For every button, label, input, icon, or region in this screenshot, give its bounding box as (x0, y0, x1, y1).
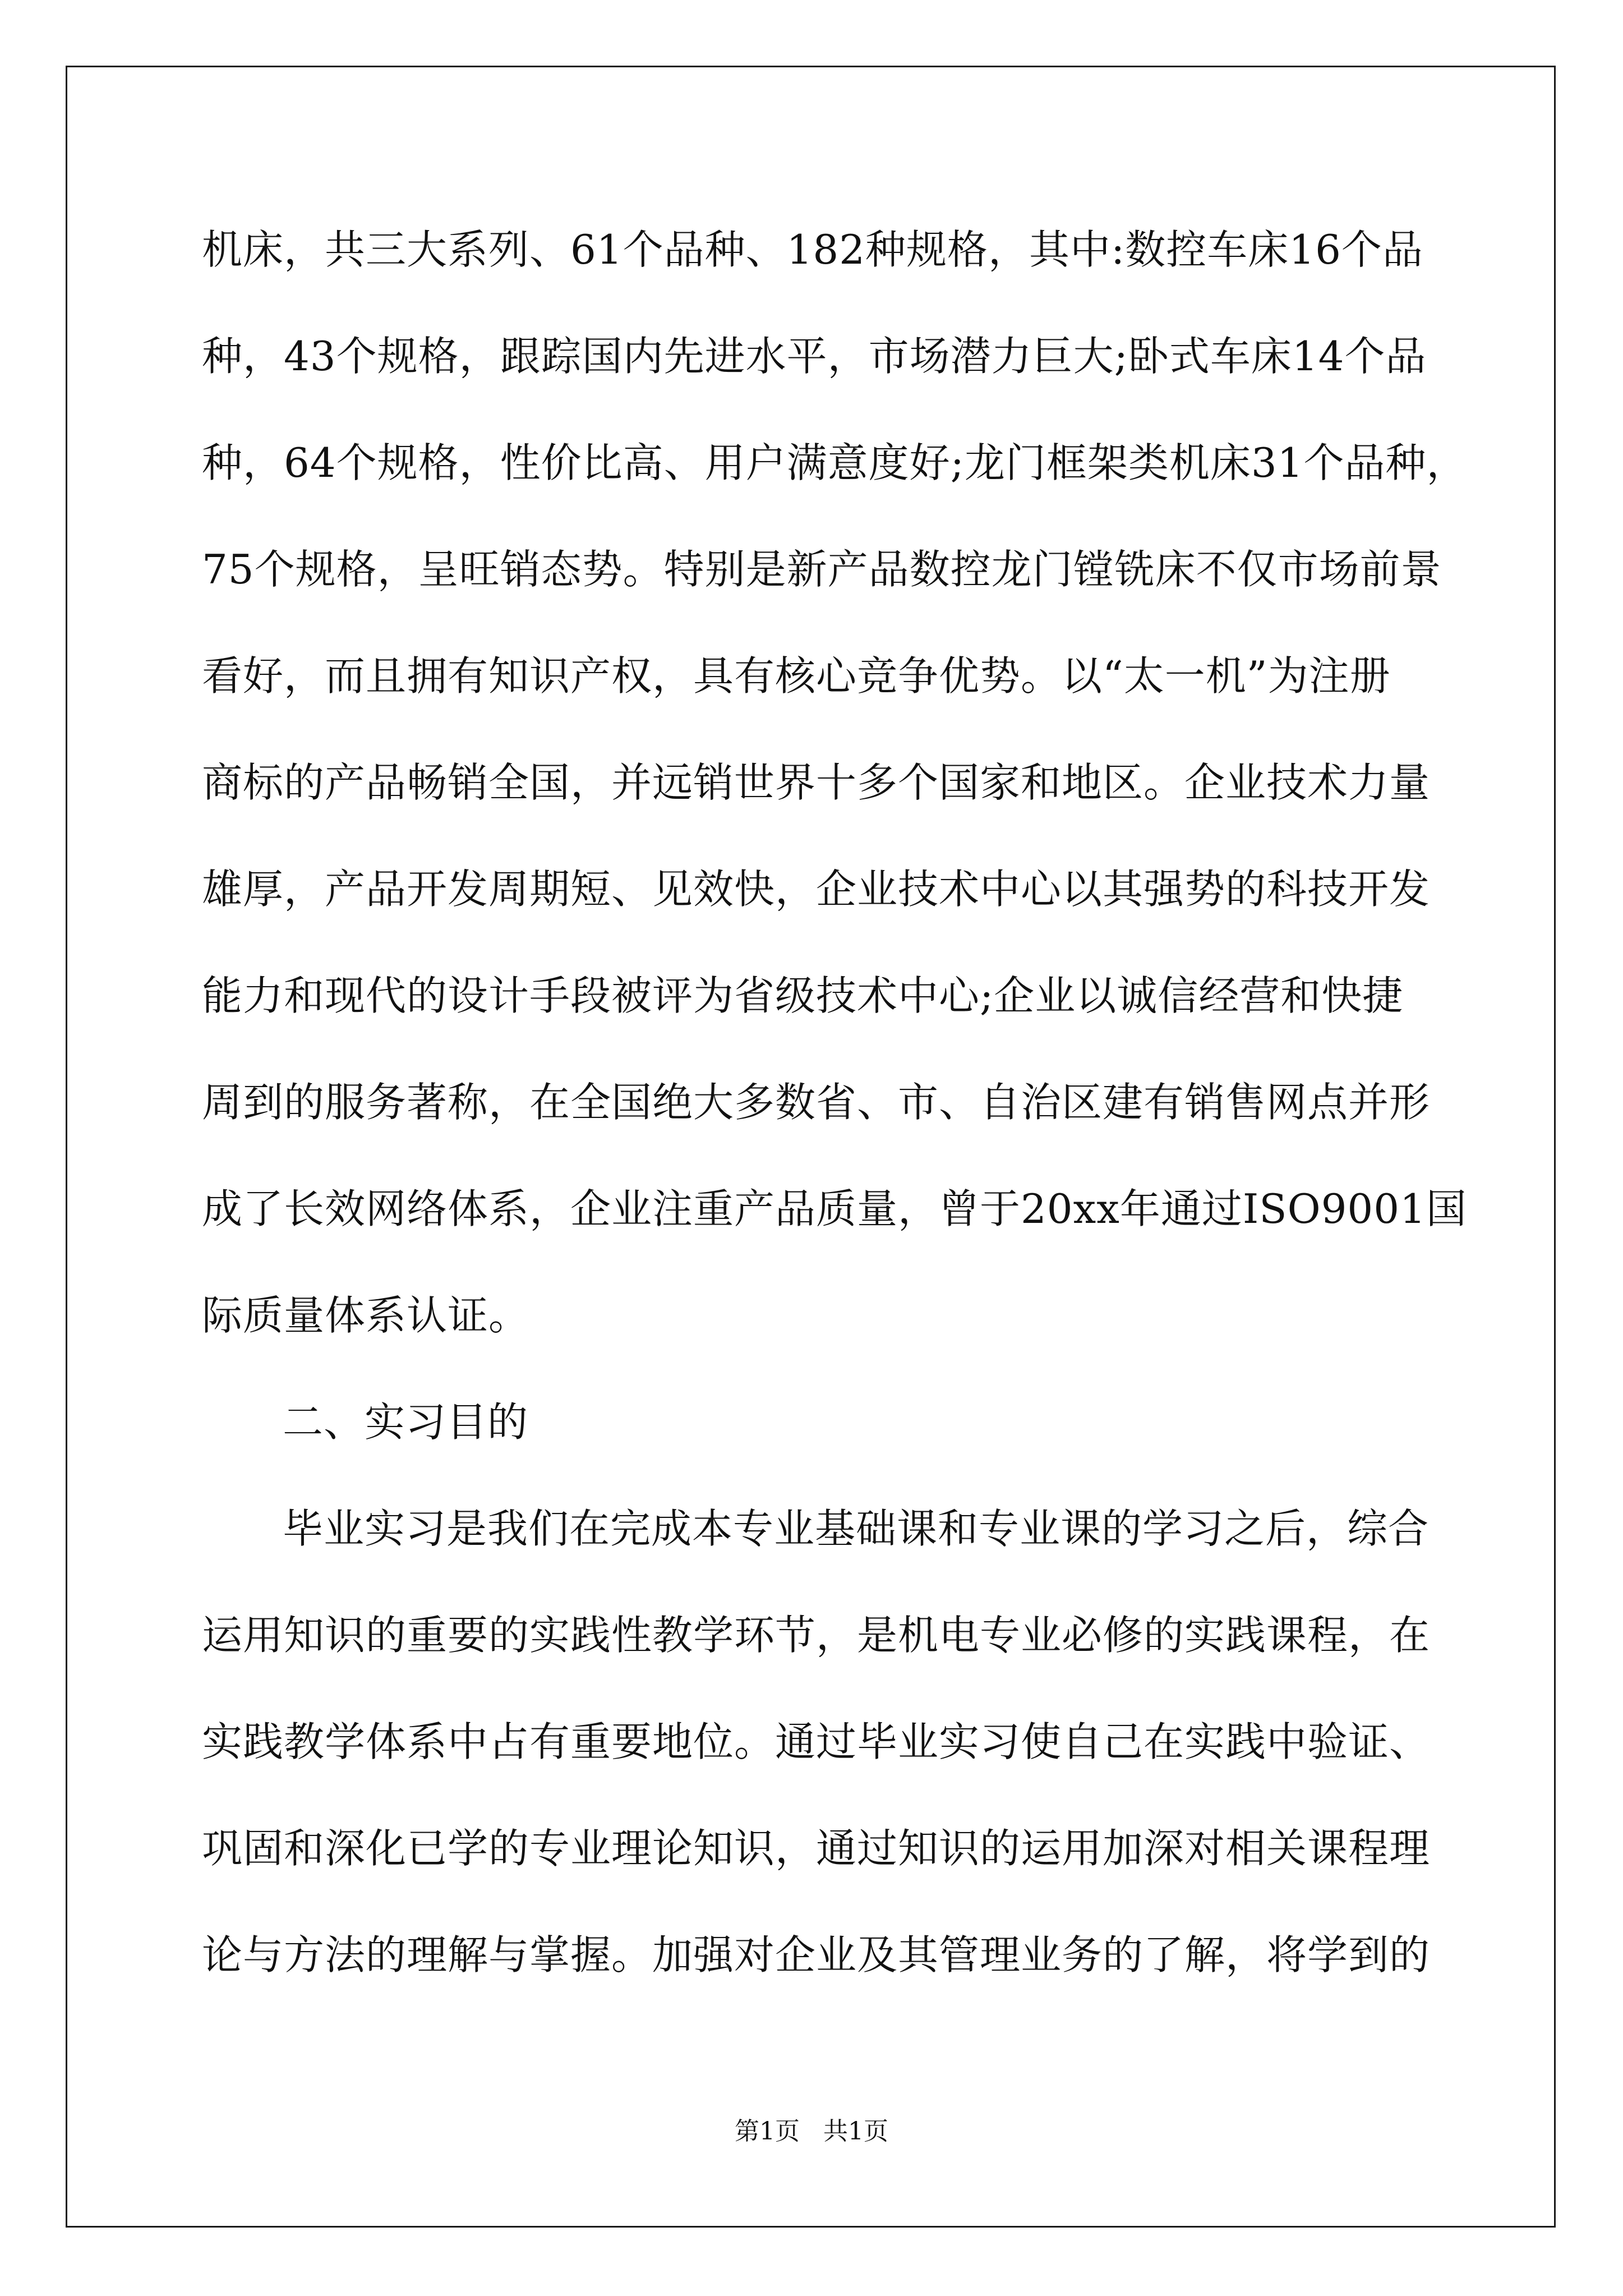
body-line: 商标的产品畅销全国，并远销世界十多个国家和地区。企业技术力量 (202, 759, 1431, 806)
paragraph-first-line: 毕业实习是我们在完成本专业基础课和专业课的学习之后，综合 (283, 1505, 1430, 1552)
body-line: 种，43个规格，跟踪国内先进水平，市场潜力巨大;卧式车床14个品 (202, 333, 1427, 380)
body-line: 能力和现代的设计手段被评为省级技术中心;企业以诚信经营和快捷 (202, 972, 1404, 1019)
document-body (202, 216, 1468, 2028)
body-line: 运用知识的重要的实践性教学环节，是机电专业必修的实践课程，在 (202, 1612, 1431, 1659)
body-line: 成了长效网络体系，企业注重产品质量，曾于20xx年通过ISO9001国 (202, 1185, 1467, 1232)
body-line: 75个规格，呈旺销态势。特别是新产品数控龙门镗铣床不仅市场前景 (202, 546, 1442, 593)
body-line: 看好，而且拥有知识产权，具有核心竞争优势。以“太一机”为注册 (202, 652, 1391, 700)
body-line: 巩固和深化已学的专业理论知识，通过知识的运用加深对相关课程理 (202, 1825, 1431, 1872)
section-heading: 二、实习目的 (283, 1398, 529, 1446)
body-line: 雄厚，产品开发周期短、见效快，企业技术中心以其强势的科技开发 (202, 866, 1431, 913)
page-footer: 第1页 共1页 (735, 2117, 888, 2146)
body-line: 际质量体系认证。 (202, 1292, 530, 1339)
body-line: 周到的服务著称，在全国绝大多数省、市、自治区建有销售网点并形 (202, 1079, 1431, 1126)
body-line: 机床，共三大系列、61个品种、182种规格，其中:数控车床16个品 (202, 226, 1423, 273)
body-line: 种，64个规格，性价比高、用户满意度好;龙门框架类机床31个品种， (202, 439, 1468, 486)
body-line: 论与方法的理解与掌握。加强对企业及其管理业务的了解，将学到的 (202, 1931, 1431, 1978)
body-line: 实践教学体系中占有重要地位。通过毕业实习使自己在实践中验证、 (202, 1718, 1431, 1765)
